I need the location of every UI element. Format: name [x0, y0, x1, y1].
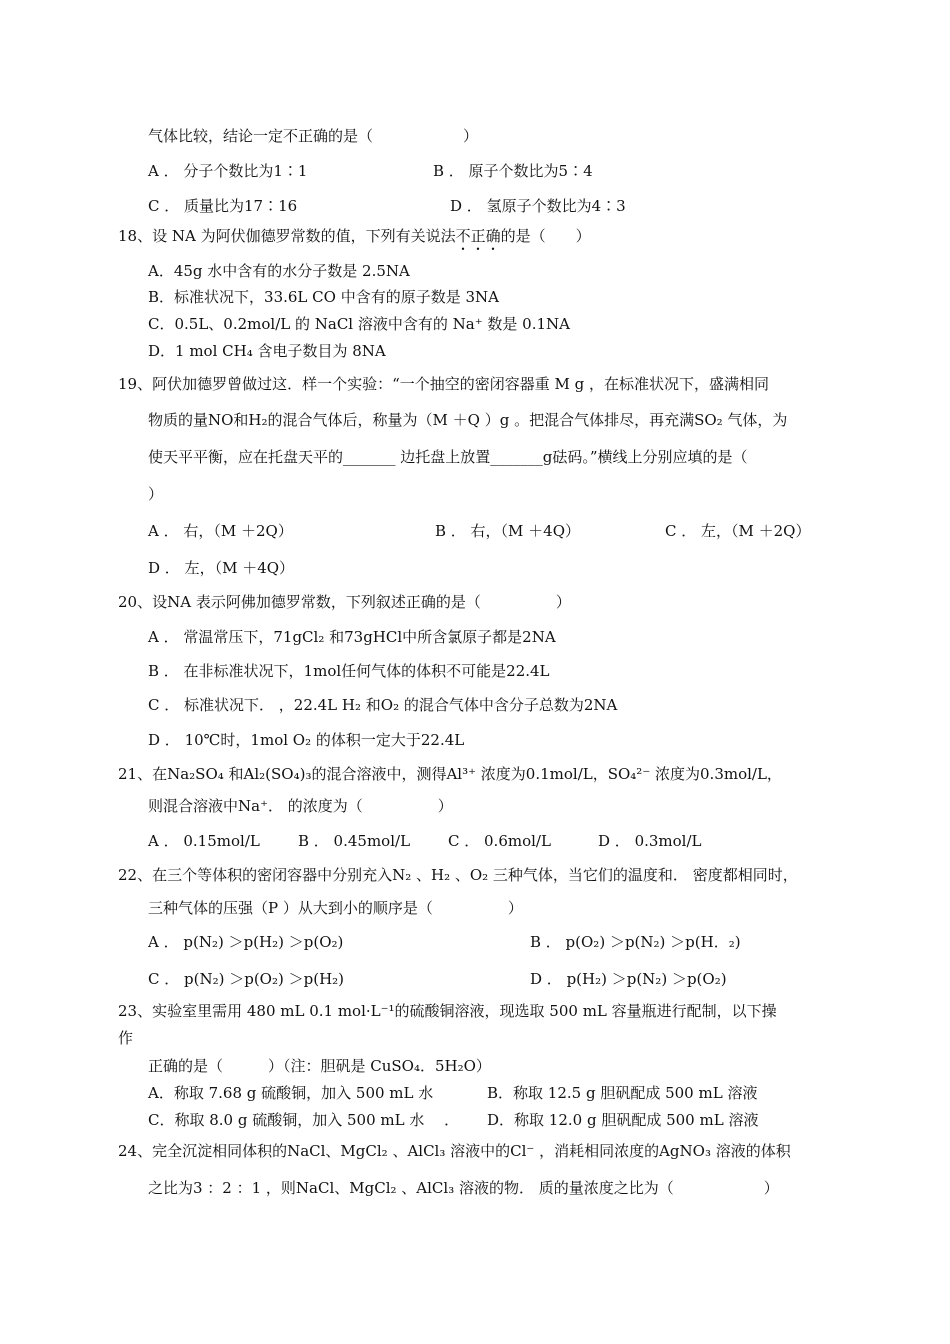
q22-line-1: 22、在三个等体积的密闭容器中分别充入N₂ 、H₂ 、O₂ 三种气体，当它们的温度和． 密度都相同时， — [118, 866, 798, 884]
q23-option-b: B．称取 12.5 g 胆矾配成 500 mL 溶液 — [487, 1084, 758, 1102]
q18-option-c: C．0.5L、0.2mol/L 的 NaCl 溶液中含有的 Na⁺ 数是 0.1NA — [148, 315, 570, 333]
q17-option-b: B ． 原子个数比为5∶4 — [433, 162, 593, 180]
q21-line-2: 则混合溶液中Na⁺． 的浓度为（ ） — [148, 797, 453, 815]
q18-stem — [118, 226, 591, 254]
q20-stem: 20、设NA 表示阿佛加德罗常数，下列叙述正确的是（ ） — [118, 593, 571, 611]
q22-option-b: B ． p(O₂) ＞p(N₂) ＞p(H．₂) — [530, 933, 741, 951]
q17-option-c: C ． 质量比为17∶16 — [148, 197, 298, 215]
q21-option-c: C ． 0.6mol/L — [448, 832, 551, 850]
q19-line-4: ） — [148, 485, 164, 503]
q23-option-d: D．称取 12.0 g 胆矾配成 500 mL 溶液 — [487, 1111, 759, 1129]
q21-option-b: B ． 0.45mol/L — [298, 832, 411, 850]
q19-option-d: D ． 左，（M ＋4Q） — [148, 559, 295, 577]
q20-option-b: B ． 在非标准状况下，1mol任何气体的体积不可能是22.4L — [148, 662, 550, 680]
q18-stem-pre: 18、设 NA 为阿伏伽德罗常数的值，下列有关说法 — [118, 227, 456, 245]
q24-line-1: 24、完全沉淀相同体积的NaCl、MgCl₂ 、AlCl₃ 溶液中的Cl⁻ ，消耗相同浓度的AgNO₃ 溶液的体积 — [118, 1142, 791, 1160]
q19-option-b: B ． 右，（M ＋4Q） — [435, 522, 581, 540]
q23-option-a: A．称取 7.68 g 硫酸铜，加入 500 mL 水 — [148, 1084, 434, 1102]
q18-option-b: B．标准状况下，33.6L CO 中含有的原子数是 3NA — [148, 288, 499, 306]
q18-option-d: D．1 mol CH₄ 含电子数目为 8NA — [148, 342, 386, 360]
q21-line-1: 21、在Na₂SO₄ 和Al₂(SO₄)₃的混合溶液中，测得Al³⁺ 浓度为0.1mol/L，SO₄²⁻ 浓度为0.3mol/L， — [118, 765, 782, 783]
q22-option-c: C ． p(N₂) ＞p(O₂) ＞p(H₂) — [148, 970, 345, 988]
q23-line-1-wrap: 作 — [118, 1029, 134, 1047]
q23-line-2: 正确的是（ ）（注：胆矾是 CuSO₄．5H₂O） — [148, 1057, 491, 1075]
q22-option-d: D ． p(H₂) ＞p(N₂) ＞p(O₂) — [530, 970, 727, 988]
q17-stem: 气体比较，结论一定不正确的是（ ） — [148, 127, 479, 145]
q19-line-3: 使天平平衡，应在托盘天平的_______ 边托盘上放置_______g砝码。”横线上分别应填的是（ — [148, 448, 748, 466]
q20-option-d: D ． 10℃时，1mol O₂ 的体积一定大于22.4L — [148, 731, 465, 749]
q23-line-1: 23、实验室里需用 480 mL 0.1 mol·L⁻¹的硫酸铜溶液，现选取 500 mL 容量瓶进行配制，以下操 — [118, 1002, 777, 1020]
q23-option-c: C．称取 8.0 g 硫酸铜，加入 500 mL 水 ． — [148, 1111, 460, 1129]
q19-line-2: 物质的量NO和H₂的混合气体后，称量为（M ＋Q ）g 。把混合气体排尽，再充满SO₂ 气体，为 — [148, 411, 788, 429]
q18-option-a: A．45g 水中含有的水分子数是 2.5NA — [148, 262, 410, 280]
q21-option-d: D ． 0.3mol/L — [598, 832, 702, 850]
q20-option-a: A ． 常温常压下，71gCl₂ 和73gHCl中所含氯原子都是2NA — [148, 628, 556, 646]
q17-option-a: A ． 分子个数比为1∶1 — [148, 162, 308, 180]
q24-line-2: 之比为3 ：2 ：1 ，则NaCl、MgCl₂ 、AlCl₃ 溶液的物． 质的量浓度之比为（ ） — [148, 1179, 779, 1197]
q19-option-c: C ． 左，（M ＋2Q） — [665, 522, 811, 540]
q20-option-c: C ． 标准状况下． ，22.4L H₂ 和O₂ 的混合气体中含分子总数为2NA — [148, 696, 618, 714]
q17-option-d: D ． 氢原子个数比为4∶3 — [450, 197, 626, 215]
q18-stem-post: 的是（ ） — [500, 227, 591, 245]
q18-stem-emphasis: 不正确 — [455, 227, 501, 245]
q22-line-2: 三种气体的压强（P ）从大到小的顺序是（ ） — [148, 899, 523, 917]
q19-line-1: 19、阿伏加德罗曾做过这．样一个实验：“一个抽空的密闭容器重 M g ，在标准状况下，盛满相同 — [118, 375, 770, 393]
q22-option-a: A ． p(N₂) ＞p(H₂) ＞p(O₂) — [148, 933, 344, 951]
q19-option-a: A ． 右，（M ＋2Q） — [148, 522, 293, 540]
q21-option-a: A ． 0.15mol/L — [148, 832, 260, 850]
